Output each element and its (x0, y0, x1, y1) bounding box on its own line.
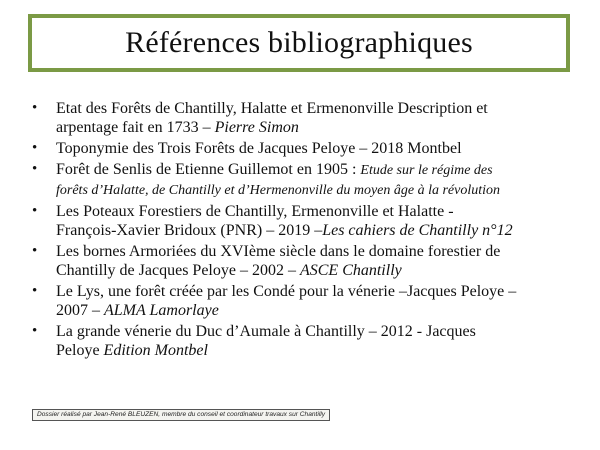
reference-line: La grande vénerie du Duc d’Aumale à Chantilly – 2012 - Jacques (56, 323, 476, 340)
reference-item (32, 242, 580, 280)
reference-item (32, 160, 580, 200)
reference-item (32, 322, 580, 360)
reference-line: Peloye Edition Montbel (56, 342, 208, 359)
bullet-icon: • (32, 323, 38, 339)
reference-item (32, 139, 580, 158)
reference-item (32, 99, 580, 137)
reference-source: forêts d’Halatte, de Chantilly et d’Hermenonville du moyen âge à la révolution (56, 183, 501, 198)
reference-line: 2007 – ALMA Lamorlaye (56, 302, 219, 319)
reference-line: arpentage fait en 1733 – Pierre Simon (56, 119, 299, 136)
bullet-icon: • (32, 203, 38, 219)
credit-box (32, 409, 330, 421)
reference-line: Les bornes Armoriées du XVIème siècle dans le domaine forestier de (56, 243, 501, 260)
reference-line: Le Lys, une forêt créée par les Condé pour la vénerie –Jacques Peloye – (56, 283, 517, 300)
reference-line (56, 180, 580, 200)
page-title: Références bibliographiques (125, 26, 473, 59)
bullet-icon: • (32, 243, 38, 259)
bullet-icon: • (32, 100, 38, 116)
reference-source: Edition Montbel (103, 342, 208, 359)
reference-line: Toponymie des Trois Forêts de Jacques Peloye – 2018 Montbel (56, 140, 462, 157)
reference-source: Pierre Simon (214, 119, 299, 136)
reference-line: François-Xavier Bridoux (PNR) – 2019 –Les cahiers de Chantilly n°12 (56, 222, 513, 239)
reference-source: Les cahiers de Chantilly n°12 (322, 222, 513, 239)
reference-line: Chantilly de Jacques Peloye – 2002 – ASCE Chantilly (56, 262, 402, 279)
bullet-icon: • (32, 161, 38, 177)
reference-line: Les Poteaux Forestiers de Chantilly, Ermenonville et Halatte - (56, 203, 454, 220)
bullet-icon: • (32, 283, 38, 299)
reference-source: ALMA Lamorlaye (104, 302, 219, 319)
credit-text: Dossier réalisé par Jean-René BLEUZEN, membre du conseil et coordinateur travaux sur Chantilly (37, 411, 326, 418)
bullet-icon: • (32, 140, 38, 156)
reference-source: ASCE Chantilly (299, 262, 402, 279)
title-box (28, 14, 570, 72)
reference-list (32, 99, 580, 362)
reference-line: Forêt de Senlis de Etienne Guillemot en 1905 : Etude sur le régime des (56, 161, 493, 178)
reference-item (32, 202, 580, 240)
reference-line: Etat des Forêts de Chantilly, Halatte et Ermenonville Description et (56, 100, 488, 117)
reference-item (32, 282, 580, 320)
reference-source: Etude sur le régime des (360, 163, 493, 178)
